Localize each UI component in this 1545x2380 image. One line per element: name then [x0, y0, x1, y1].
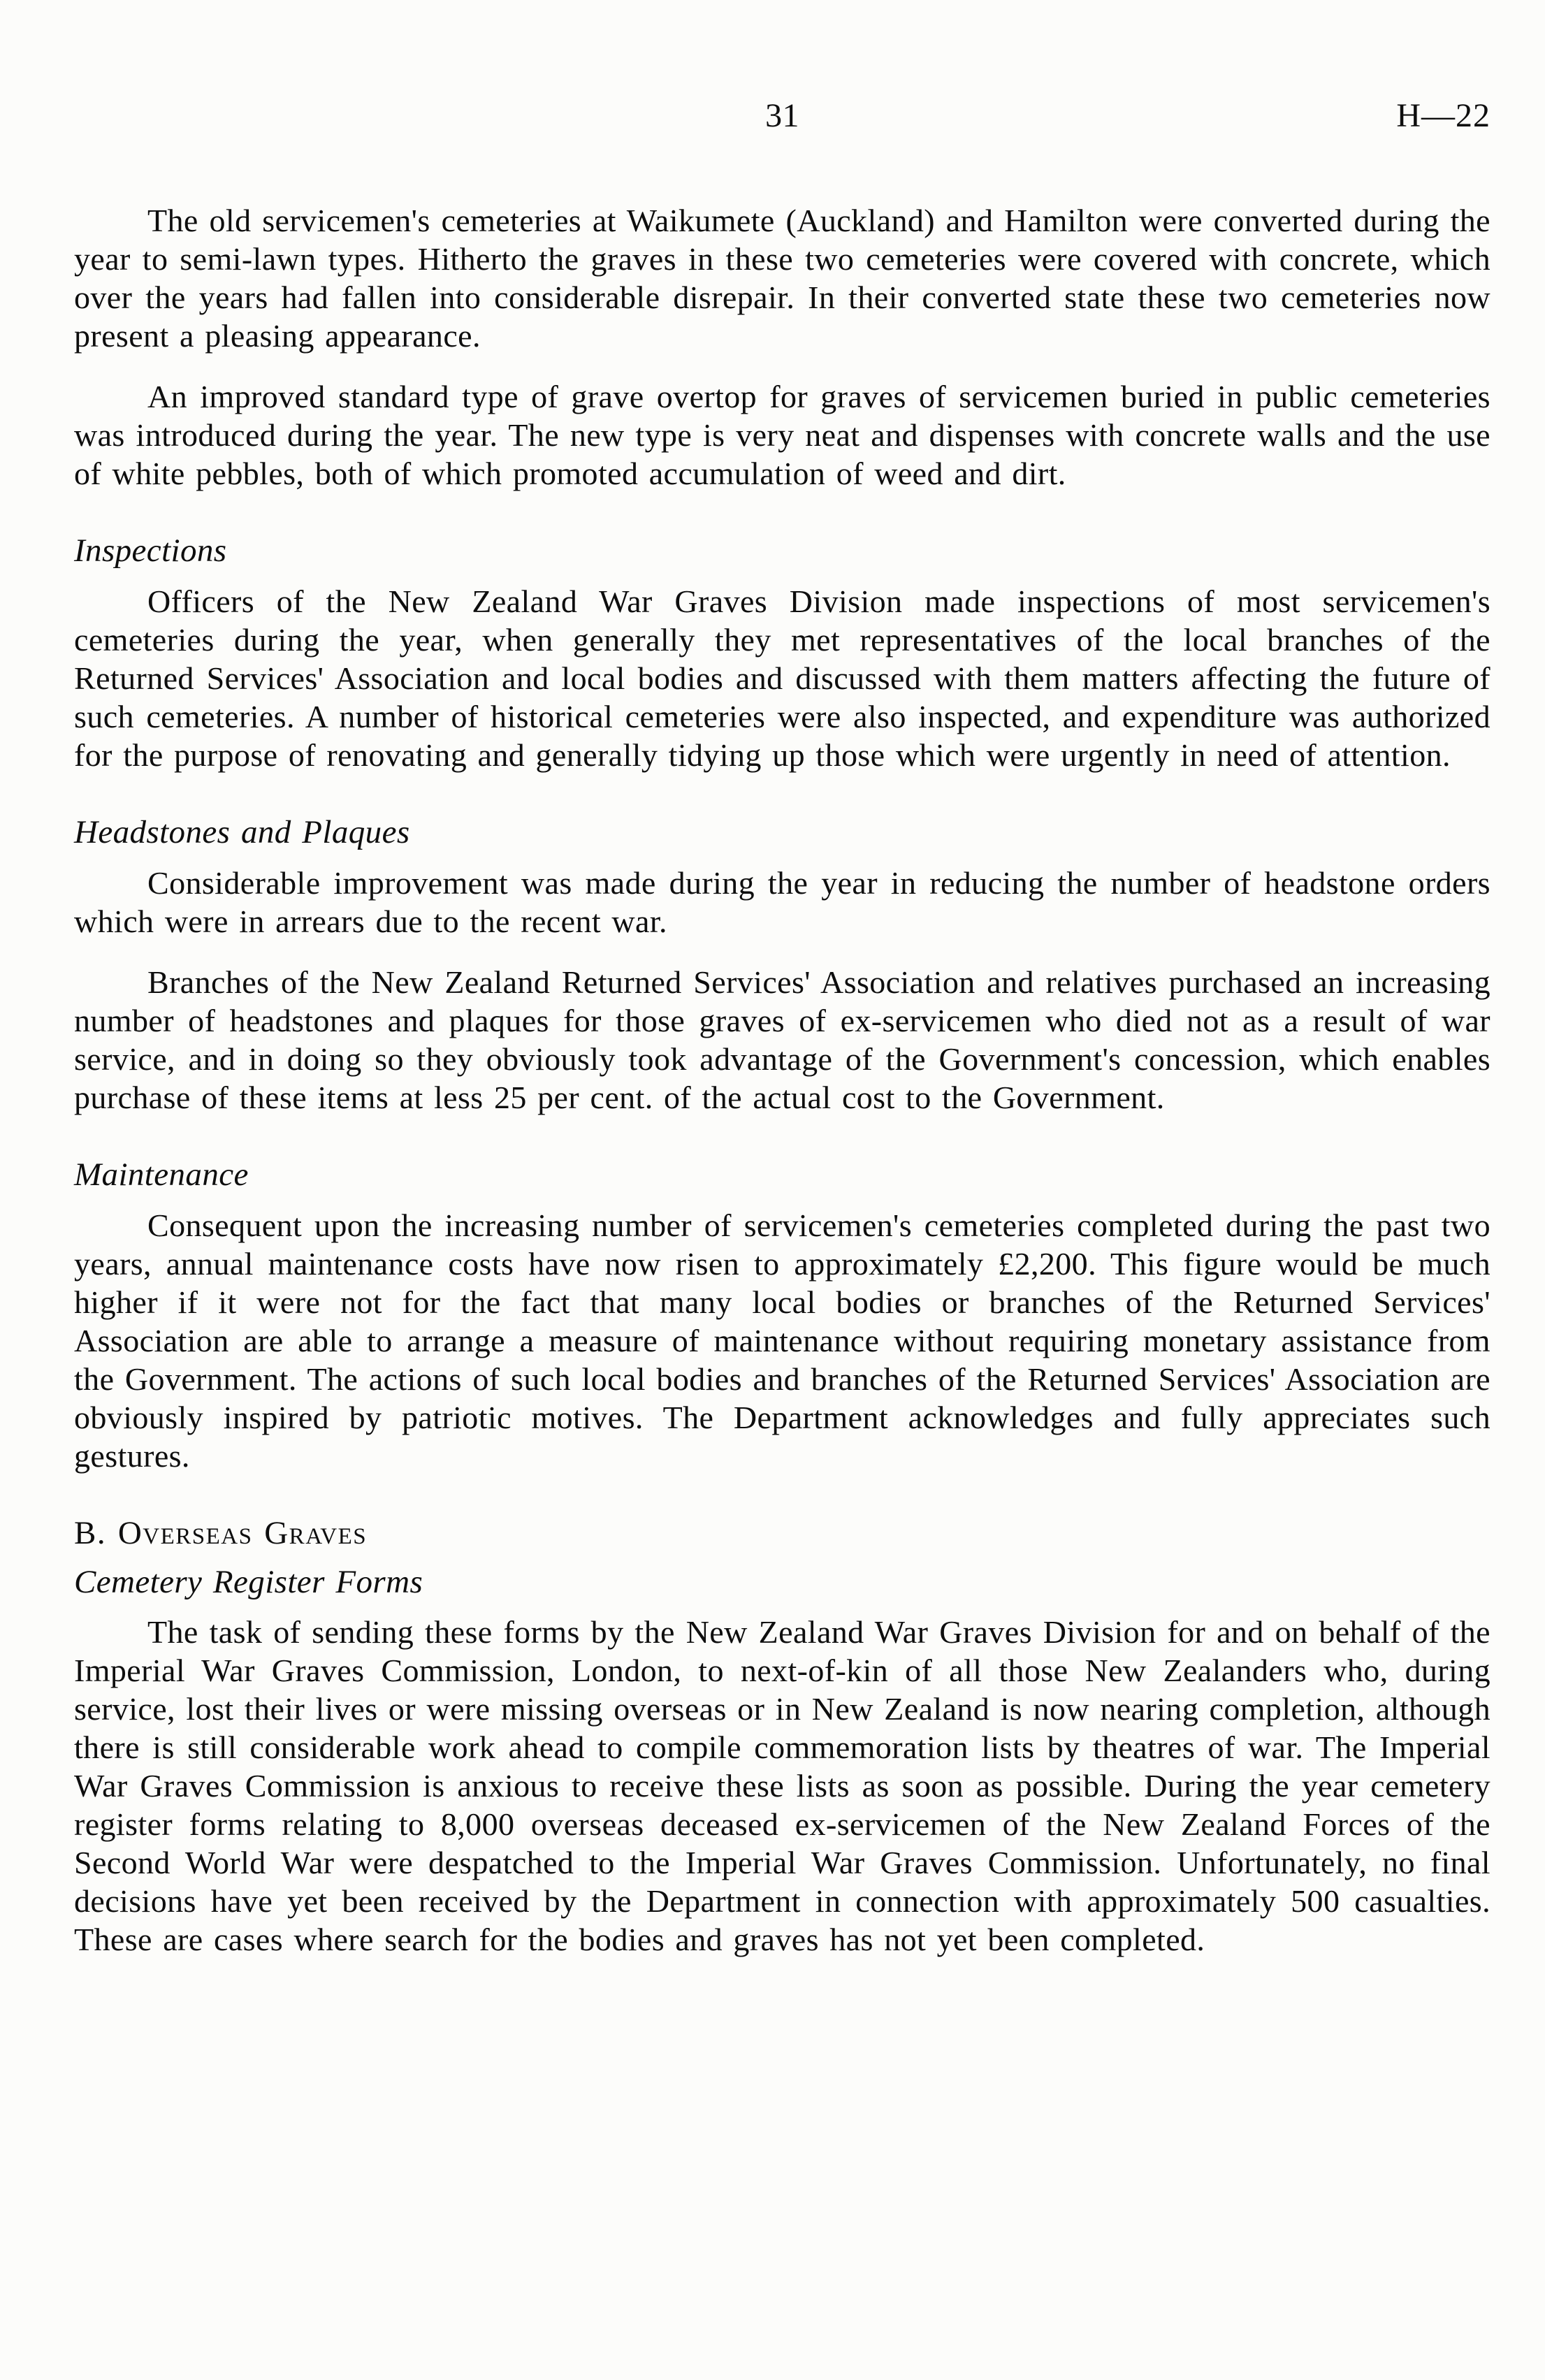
section-heading-cemetery-register-forms: Cemetery Register Forms	[74, 1564, 423, 1600]
headstones-paragraph-1: Considerable improvement was made during the year in reducing the number of headstone orders which were in arrears due to the recent war.	[74, 865, 1490, 939]
intro-paragraph-2: An improved standard type of grave overtop for graves of servicemen buried in public cemeteries was introduced during the year. The new type is very neat and dispenses with concrete walls and the use of white pebbles, both of which promoted accumulation of weed and dirt.	[74, 379, 1490, 491]
inspections-paragraph: Officers of the New Zealand War Graves Division made inspections of most servicemen's cemeteries during the year, when generally they met representatives of the local branches of the Returned Services' Association and local bodies and discussed with them matters affecting the future of such cemeteries. A number of historical cemeteries were also inspected, and expenditure was authorized for the purpose of renovating and generally tidying up those which were urgently in need of attention.	[74, 583, 1490, 773]
section-heading-overseas-graves: B. Overseas Graves	[74, 1515, 368, 1551]
headstones-paragraph-2: Branches of the New Zealand Returned Services' Association and relatives purchased an increasing number of headstones and plaques for those graves of ex-servicemen who died not as a result of war service, and in doing so they obviously took advantage of the Government's concession, which enables purchase of these items at less 25 per cent. of the actual cost to the Government.	[74, 964, 1490, 1115]
doc-reference: H—22	[1396, 97, 1490, 134]
intro-paragraph-1: The old servicemen's cemeteries at Waikumete (Auckland) and Hamilton were converted during the year to semi-lawn types. Hitherto the graves in these two cemeteries were covered with concrete, which over the years had fallen into considerable disrepair. In their converted state these two cemeteries now present a pleasing appearance.	[74, 203, 1490, 354]
page-header	[74, 96, 1490, 143]
section-heading-maintenance: Maintenance	[74, 1156, 249, 1193]
cemetery-register-paragraph: The task of sending these forms by the New Zealand War Graves Division for and on behalf of the Imperial War Graves Commission, London, to next-of-kin of all those New Zealanders who, during service, lost their lives or were missing overseas or in New Zealand is now nearing completion, although there is still considerable work ahead to compile commemoration lists by theatres of war. The Imperial War Graves Commission is anxious to receive these lists as soon as possible. During the year cemetery register forms relating to 8,000 overseas deceased ex-servicemen of the New Zealand Forces of the Second World War were despatched to the Imperial War Graves Commission. Unfortunately, no final decisions have yet been received by the Department in connection with approximately 500 casualties. These are cases where search for the bodies and graves has not yet been completed.	[74, 1614, 1490, 1957]
maintenance-paragraph: Consequent upon the increasing number of servicemen's cemeteries completed during the past two years, annual maintenance costs have now risen to approximately £2,200. This figure would be much higher if it were not for the fact that many local bodies or branches of the Returned Services' Association are able to arrange a measure of maintenance without requiring monetary assistance from the Government. The actions of such local bodies and branches of the Returned Services' Association are obviously inspired by patriotic motives. The Department acknowledges and fully appreciates such gestures.	[74, 1207, 1490, 1474]
page-number: 31	[765, 97, 799, 134]
section-heading-headstones-and-plaques: Headstones and Plaques	[74, 814, 410, 850]
section-heading-inspections: Inspections	[74, 532, 227, 569]
